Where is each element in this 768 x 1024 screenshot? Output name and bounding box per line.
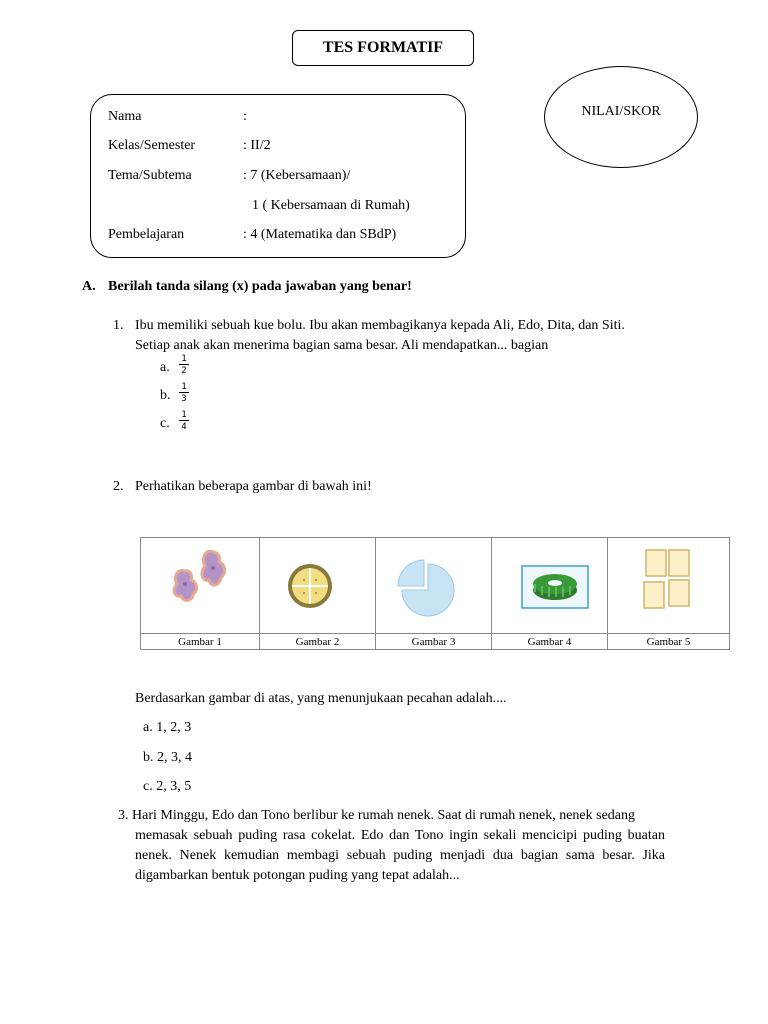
q1-option-b-fraction[interactable] (179, 382, 189, 404)
q3-line1: 3. Hari Minggu, Edo dan Tono berlibur ke rumah nenek. Saat di rumah nenek, nenek sedang (118, 808, 636, 823)
picture-caption-1: Gambar 1 (141, 633, 259, 650)
picture-caption-5: Gambar 5 (608, 633, 729, 650)
q2-number: 2. (113, 479, 124, 494)
q3-line2: memasak sebuah puding rasa cokelat. Edo dan Tono ingin sekali mencicipi puding buatan (135, 828, 665, 843)
q1-option-b-letter[interactable]: b. (160, 388, 171, 403)
q1-option-c-fraction[interactable] (179, 410, 189, 432)
fraction-numerator: 1 (181, 354, 187, 364)
q3-line3: nenek. Nenek kemudian membagi sebuah puding menjadi dua bagian sama besar. Jika (135, 848, 665, 863)
info-value-subtheme: 1 ( Kebersamaan di Rumah) (252, 198, 410, 213)
picture-caption-4: Gambar 4 (492, 633, 607, 650)
picture-cell-5 (608, 538, 729, 649)
jelly-ring-picture (492, 538, 607, 633)
fraction-numerator: 1 (181, 382, 187, 392)
picture-cell-1 (141, 538, 260, 649)
picture-cell-3 (376, 538, 492, 649)
score-oval (544, 66, 698, 168)
picture-cell-4 (492, 538, 608, 649)
q2-option-a[interactable]: a. 1, 2, 3 (143, 720, 192, 735)
info-value-name: : (243, 109, 247, 124)
cut-sweet-potato-picture (141, 538, 259, 633)
q3-line4: digambarkan bentuk potongan puding yang tepat adalah... (135, 868, 460, 883)
fraction-denominator: 2 (181, 366, 187, 376)
info-label-name: Nama (108, 109, 142, 124)
picture-caption-2: Gambar 2 (260, 633, 375, 650)
q1-number: 1. (113, 318, 124, 333)
picture-caption-3: Gambar 3 (376, 633, 491, 650)
fraction-denominator: 3 (181, 394, 187, 404)
q1-line2: Setiap anak akan menerima bagian sama besar. Ali mendapatkan... bagian (135, 338, 549, 353)
pie-missing-quarter-picture (376, 538, 491, 633)
picture-table (140, 537, 730, 650)
section-letter: A. (82, 279, 96, 294)
quartered-pie-picture (260, 538, 375, 633)
info-label-class: Kelas/Semester (108, 138, 196, 153)
q2-option-b[interactable]: b. 2, 3, 4 (143, 750, 192, 765)
q2-text: Perhatikan beberapa gambar di bawah ini! (135, 479, 372, 494)
q2-option-c[interactable]: c. 2, 3, 5 (143, 779, 192, 794)
info-label-theme: Tema/Subtema (108, 168, 192, 183)
section-instruction: Berilah tanda silang (x) pada jawaban yang benar! (108, 279, 412, 294)
page-title: TES FORMATIF (292, 30, 474, 66)
score-label: NILAI/SKOR (581, 104, 661, 119)
fraction-numerator: 1 (181, 410, 187, 420)
picture-cell-2 (260, 538, 376, 649)
q1-line1: Ibu memiliki sebuah kue bolu. Ibu akan membagikanya kepada Ali, Edo, Dita, dan Siti. (135, 318, 625, 333)
q1-option-c-letter[interactable]: c. (160, 416, 170, 431)
q1-option-a-fraction[interactable] (179, 354, 189, 376)
student-info-box (90, 94, 466, 258)
q2-question: Berdasarkan gambar di atas, yang menunjukaan pecahan adalah.... (135, 691, 507, 706)
info-value-theme: : 7 (Kebersamaan)/ (243, 168, 351, 183)
q1-option-a-letter[interactable]: a. (160, 360, 170, 375)
four-squares-picture (608, 538, 729, 633)
info-label-lesson: Pembelajaran (108, 227, 185, 242)
fraction-denominator: 4 (181, 422, 187, 432)
info-value-class: : II/2 (243, 138, 271, 153)
info-value-lesson: : 4 (Matematika dan SBdP) (243, 227, 397, 242)
